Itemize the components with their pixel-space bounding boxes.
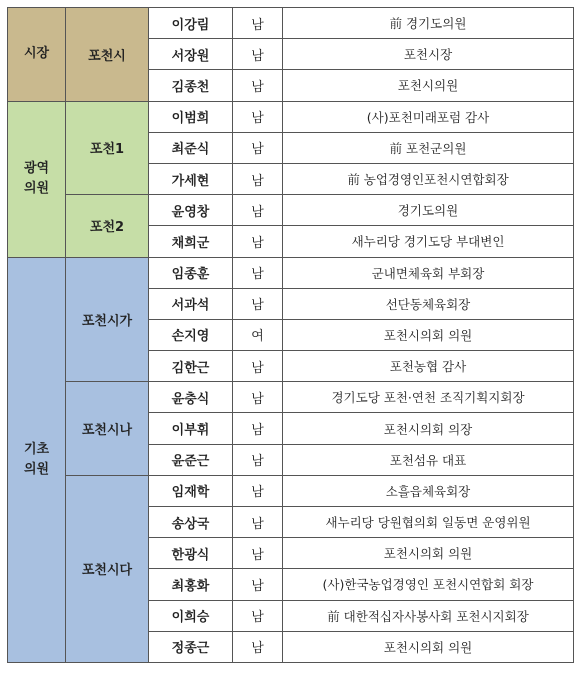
candidate-name: 최홍화 [149,569,233,600]
candidate-gender: 남 [233,257,283,288]
candidate-gender: 남 [233,413,283,444]
candidate-position: 포천시의회 의원 [283,538,574,569]
candidate-name: 임재학 [149,475,233,506]
candidate-gender: 남 [233,538,283,569]
candidate-gender: 여 [233,319,283,350]
candidate-position: 포천시장 [283,39,574,70]
table-row [8,257,574,288]
candidate-name: 손지영 [149,319,233,350]
candidate-gender: 남 [233,70,283,101]
candidate-name: 서장원 [149,39,233,70]
candidate-position: 前 포천군의원 [283,132,574,163]
table-row [8,195,574,226]
candidate-name: 김종천 [149,70,233,101]
candidate-position: 포천시의원 [283,70,574,101]
candidate-name: 이범희 [149,101,233,132]
candidate-name: 최준식 [149,132,233,163]
group-label-basic: 기초 의원 [8,257,66,662]
candidate-position: 포천농협 감사 [283,351,574,382]
table-row [8,8,574,39]
candidate-gender: 남 [233,195,283,226]
candidate-position: 군내면체육회 부회장 [283,257,574,288]
candidate-gender: 남 [233,8,283,39]
candidate-position: 경기도당 포천·연천 조직기획지회장 [283,382,574,413]
district-pocheon-city: 포천시 [66,8,149,102]
candidate-position: 소흘읍체육회장 [283,475,574,506]
candidate-position: 포천시의회 의장 [283,413,574,444]
candidate-gender: 남 [233,600,283,631]
candidate-gender: 남 [233,351,283,382]
candidate-table [7,7,574,663]
candidate-name: 가세현 [149,163,233,194]
candidate-gender: 남 [233,507,283,538]
table-row [8,382,574,413]
table-row [8,475,574,506]
candidate-gender: 남 [233,39,283,70]
table-row [8,101,574,132]
candidate-name: 송상국 [149,507,233,538]
candidate-name: 윤준근 [149,444,233,475]
candidate-position: 포천시의회 의원 [283,631,574,662]
candidate-gender: 남 [233,288,283,319]
district-pocheon-1: 포천1 [66,101,149,195]
candidate-gender: 남 [233,382,283,413]
candidate-name: 윤충식 [149,382,233,413]
candidate-position: 포천섬유 대표 [283,444,574,475]
group-label-mayor: 시장 [8,8,66,102]
candidate-position: 포천시의회 의원 [283,319,574,350]
candidate-gender: 남 [233,101,283,132]
candidate-name: 정종근 [149,631,233,662]
candidate-position: 새누리당 경기도당 부대변인 [283,226,574,257]
candidate-name: 이희승 [149,600,233,631]
district-pocheon-na: 포천시나 [66,382,149,476]
candidate-position: 새누리당 당원협의회 일동면 운영위원 [283,507,574,538]
candidate-position: 선단동체육회장 [283,288,574,319]
candidate-name: 윤영창 [149,195,233,226]
candidate-position: 前 대한적십자사봉사회 포천시지회장 [283,600,574,631]
candidate-gender: 남 [233,132,283,163]
group-label-metro: 광역 의원 [8,101,66,257]
candidate-name: 임종훈 [149,257,233,288]
district-pocheon-2: 포천2 [66,195,149,257]
candidate-gender: 남 [233,163,283,194]
candidate-gender: 남 [233,226,283,257]
candidate-name: 한광식 [149,538,233,569]
candidate-position: (사)한국농업경영인 포천시연합회 회장 [283,569,574,600]
candidate-name: 이부휘 [149,413,233,444]
candidate-name: 이강림 [149,8,233,39]
candidate-gender: 남 [233,569,283,600]
district-pocheon-ga: 포천시가 [66,257,149,382]
candidate-name: 김한근 [149,351,233,382]
candidate-position: 前 경기도의원 [283,8,574,39]
district-pocheon-da: 포천시다 [66,475,149,662]
candidate-gender: 남 [233,631,283,662]
candidate-gender: 남 [233,475,283,506]
candidate-name: 서과석 [149,288,233,319]
candidate-position: 경기도의원 [283,195,574,226]
candidate-name: 채희군 [149,226,233,257]
candidate-position: (사)포천미래포럼 감사 [283,101,574,132]
candidate-position: 前 농업경영인포천시연합회장 [283,163,574,194]
candidate-gender: 남 [233,444,283,475]
